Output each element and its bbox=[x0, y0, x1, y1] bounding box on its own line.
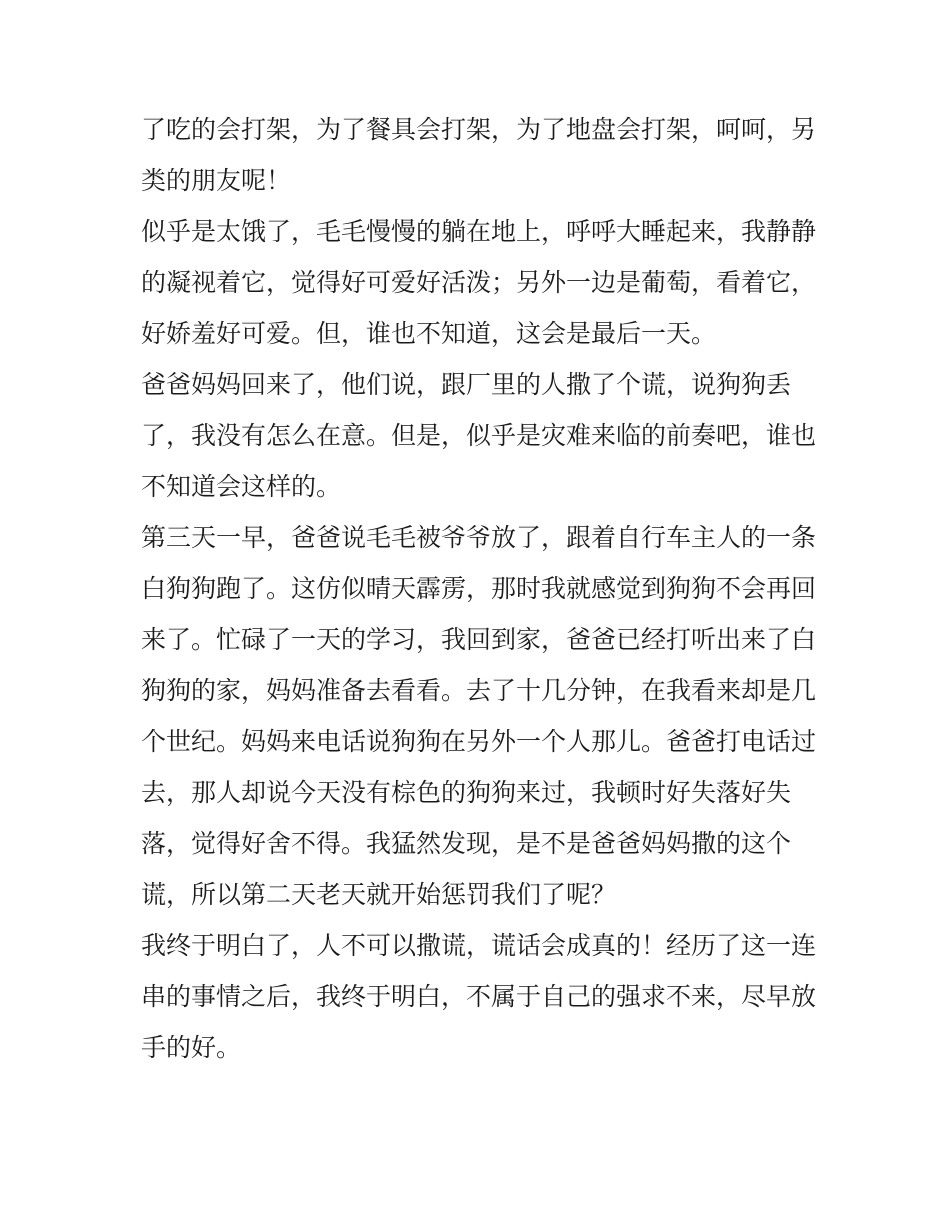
text-line-4: 的凝视着它，觉得好可爱好活泼；另外一边是葡萄，看着它， bbox=[141, 268, 817, 297]
text-line-13: 个世纪。妈妈来电话说狗狗在另外一个人那儿。爸爸打电话过 bbox=[141, 727, 817, 756]
text-line-11: 来了。忙碌了一天的学习，我回到家，爸爸已经打听出来了白 bbox=[141, 625, 817, 654]
document-body bbox=[141, 104, 821, 1073]
text-line-18: 串的事情之后，我终于明白，不属于自己的强求不来，尽早放 bbox=[141, 982, 817, 1011]
text-line-14: 去，那人却说今天没有棕色的狗狗来过，我顿时好失落好失 bbox=[141, 778, 792, 807]
text-line-10: 白狗狗跑了。这仿似晴天霹雳，那时我就感觉到狗狗不会再回 bbox=[141, 574, 817, 603]
text-line-3: 似乎是太饿了，毛毛慢慢的躺在地上，呼呼大睡起来，我静静 bbox=[141, 217, 817, 246]
text-line-8: 不知道会这样的。 bbox=[141, 472, 342, 501]
text-line-16: 谎，所以第二天老天就开始惩罚我们了呢？ bbox=[141, 880, 617, 909]
text-line-7: 了，我没有怎么在意。但是，似乎是灾难来临的前奏吧，谁也 bbox=[141, 421, 817, 450]
text-line-9: 第三天一早，爸爸说毛毛被爷爷放了，跟着自行车主人的一条 bbox=[141, 523, 817, 552]
text-line-15: 落，觉得好舍不得。我猛然发现，是不是爸爸妈妈撒的这个 bbox=[141, 829, 792, 858]
text-line-1: 了吃的会打架，为了餐具会打架，为了地盘会打架，呵呵，另 bbox=[141, 115, 817, 144]
text-line-17: 我终于明白了，人不可以撒谎，谎话会成真的！经历了这一连 bbox=[141, 931, 817, 960]
text-line-19: 手的好。 bbox=[141, 1033, 242, 1062]
text-line-5: 好娇羞好可爱。但，谁也不知道，这会是最后一天。 bbox=[141, 319, 717, 348]
text-line-2: 类的朋友呢！ bbox=[141, 166, 292, 195]
text-line-6: 爸爸妈妈回来了，他们说，跟厂里的人撒了个谎，说狗狗丢 bbox=[141, 370, 792, 399]
text-line-12: 狗狗的家，妈妈准备去看看。去了十几分钟，在我看来却是几 bbox=[141, 676, 817, 705]
